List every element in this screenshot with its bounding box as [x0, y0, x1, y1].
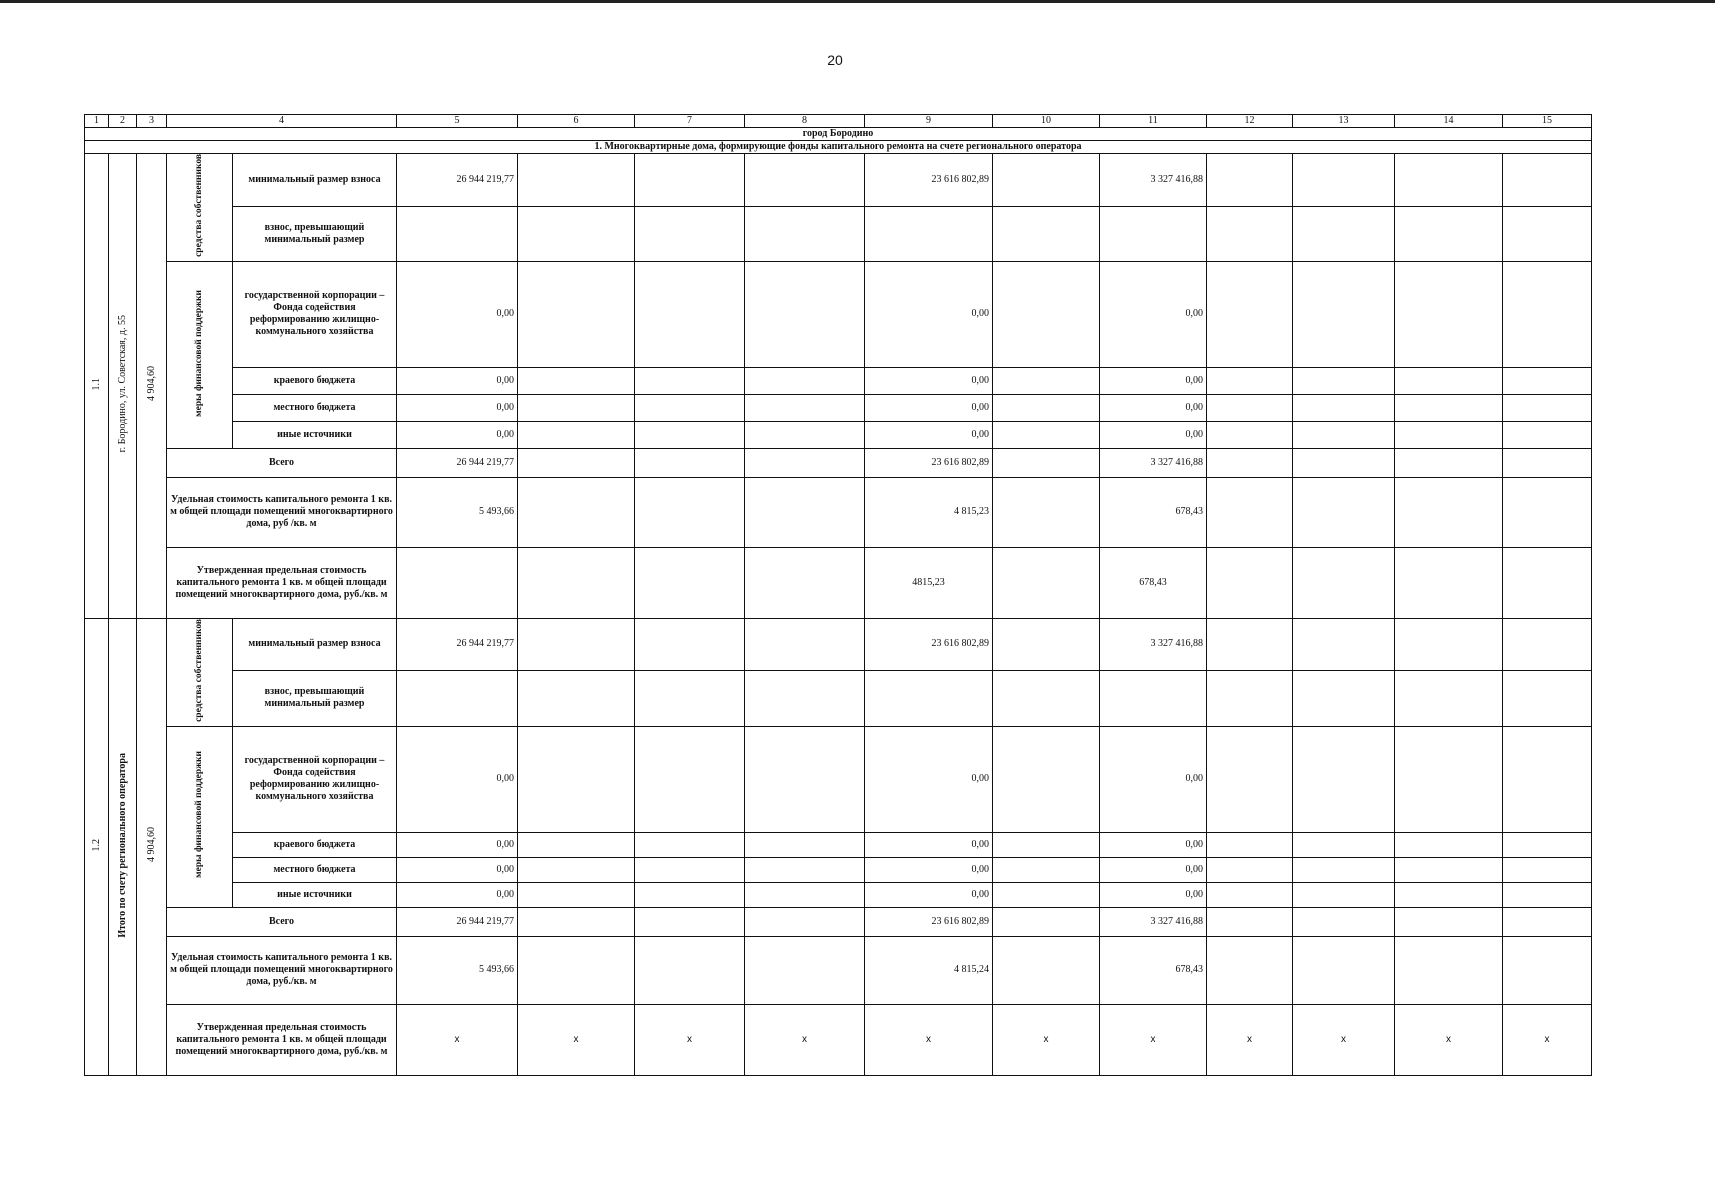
cell-value: 0,00	[1100, 832, 1207, 857]
col-header-10: 10	[993, 115, 1100, 128]
cell-value: 0,00	[397, 832, 518, 857]
cell-value: 0,00	[865, 421, 993, 448]
row-label: иные источники	[233, 421, 397, 448]
x-mark: x	[1395, 1004, 1503, 1075]
row-label-total: Всего	[167, 448, 397, 477]
group-support-label: меры финансовой поддержки	[167, 726, 233, 907]
row-label: местного бюджета	[233, 394, 397, 421]
cell-value: 0,00	[397, 421, 518, 448]
cell-value: 26 944 219,77	[397, 448, 518, 477]
row-label-limit-cost: Утвержденная предельная стоимость капитального ремонта 1 кв. м общей площади помещений многоквартирного дома, руб./кв. м	[167, 547, 397, 618]
cell-value: 23 616 802,89	[865, 907, 993, 936]
table-row	[85, 670, 1592, 726]
cell-value: 4 815,23	[865, 477, 993, 547]
table-row	[85, 857, 1592, 882]
cell-value: 0,00	[865, 367, 993, 394]
row-label-unit-cost: Удельная стоимость капитального ремонта 1 кв. м общей площади помещений многоквартирного дома, руб./кв. м	[167, 936, 397, 1004]
cell-value: 0,00	[1100, 367, 1207, 394]
cell-value: 26 944 219,77	[397, 618, 518, 670]
table-row	[85, 547, 1592, 618]
table-row	[85, 832, 1592, 857]
cell-value: 0,00	[1100, 421, 1207, 448]
section-title: 1. Многоквартирные дома, формирующие фонды капитального ремонта на счете регионального оператора	[85, 141, 1592, 154]
cell-value: 0,00	[865, 261, 993, 367]
group-support-label: меры финансовой поддержки	[167, 261, 233, 448]
table-row	[85, 936, 1592, 1004]
table-row	[85, 882, 1592, 907]
row-label: взнос, превышающий минимальный размер	[233, 206, 397, 261]
cell-value: 4 815,24	[865, 936, 993, 1004]
cell-value: 0,00	[397, 394, 518, 421]
page-number: 20	[827, 52, 843, 68]
col-header-15: 15	[1503, 115, 1592, 128]
area-cell: 4 904,60	[137, 618, 167, 1075]
col-header-7: 7	[635, 115, 745, 128]
row-label: местного бюджета	[233, 857, 397, 882]
table-row	[85, 477, 1592, 547]
x-mark: x	[1100, 1004, 1207, 1075]
table-row	[85, 448, 1592, 477]
row-label: краевого бюджета	[233, 832, 397, 857]
cell-value: 0,00	[397, 857, 518, 882]
cell-value: 3 327 416,88	[1100, 618, 1207, 670]
cell-value: 678,43	[1100, 547, 1207, 618]
cell-value: 0,00	[865, 726, 993, 832]
page-top-border	[0, 0, 1715, 3]
row-label-total: Всего	[167, 907, 397, 936]
cell-value: 23 616 802,89	[865, 618, 993, 670]
table-row	[85, 154, 1592, 207]
cell-value: 0,00	[397, 882, 518, 907]
group-owners-label: средства собственников	[167, 154, 233, 262]
cell-value: 0,00	[865, 394, 993, 421]
cell-value: 0,00	[1100, 726, 1207, 832]
table-row	[85, 394, 1592, 421]
row-label: минимальный размер взноса	[233, 154, 397, 207]
row-label-limit-cost: Утвержденная предельная стоимость капитального ремонта 1 кв. м общей площади помещений многоквартирного дома, руб./кв. м	[167, 1004, 397, 1075]
cell-value: 678,43	[1100, 477, 1207, 547]
table-row	[85, 1004, 1592, 1075]
col-header-9: 9	[865, 115, 993, 128]
x-mark: x	[1503, 1004, 1592, 1075]
table-row	[85, 726, 1592, 832]
row-label: минимальный размер взноса	[233, 618, 397, 670]
cell-value: 5 493,66	[397, 477, 518, 547]
table-row	[85, 421, 1592, 448]
cell-value: 0,00	[1100, 857, 1207, 882]
col-header-13: 13	[1293, 115, 1395, 128]
row-label: иные источники	[233, 882, 397, 907]
row-label: краевого бюджета	[233, 367, 397, 394]
x-mark: x	[635, 1004, 745, 1075]
cell-value: 678,43	[1100, 936, 1207, 1004]
x-mark: x	[397, 1004, 518, 1075]
cell-value: 0,00	[1100, 261, 1207, 367]
cell-value: 0,00	[1100, 882, 1207, 907]
cell-value: 0,00	[397, 726, 518, 832]
row-number: 1.1	[85, 154, 109, 619]
table-row	[85, 261, 1592, 367]
x-mark: x	[745, 1004, 865, 1075]
col-header-5: 5	[397, 115, 518, 128]
col-header-8: 8	[745, 115, 865, 128]
area-cell: 4 904,60	[137, 154, 167, 619]
cell-value: 0,00	[397, 261, 518, 367]
address-cell: Итого по счету регионального оператора	[109, 618, 137, 1075]
table-row	[85, 367, 1592, 394]
cell-value: 5 493,66	[397, 936, 518, 1004]
col-header-3: 3	[137, 115, 167, 128]
city-row	[85, 128, 1592, 141]
cell-value: 3 327 416,88	[1100, 448, 1207, 477]
x-mark: x	[1207, 1004, 1293, 1075]
table-row	[85, 206, 1592, 261]
col-header-11: 11	[1100, 115, 1207, 128]
x-mark: x	[518, 1004, 635, 1075]
col-header-6: 6	[518, 115, 635, 128]
group-owners-label: средства собственников	[167, 618, 233, 726]
cell-value: 0,00	[397, 367, 518, 394]
row-label: государственной корпорации – Фонда содействия реформированию жилищно-коммунального хозяйства	[233, 726, 397, 832]
row-label: взнос, превышающий минимальный размер	[233, 670, 397, 726]
x-mark: x	[865, 1004, 993, 1075]
cell-value: 26 944 219,77	[397, 907, 518, 936]
table-row	[85, 618, 1592, 670]
cell-value: 0,00	[865, 882, 993, 907]
col-header-14: 14	[1395, 115, 1503, 128]
cell-value: 3 327 416,88	[1100, 154, 1207, 207]
row-number: 1.2	[85, 618, 109, 1075]
col-header-4: 4	[167, 115, 397, 128]
cell-value: 0,00	[865, 857, 993, 882]
capital-repair-table	[84, 114, 1592, 1076]
x-mark: x	[1293, 1004, 1395, 1075]
col-header-2: 2	[109, 115, 137, 128]
cell-value: 0,00	[1100, 394, 1207, 421]
cell-value: 26 944 219,77	[397, 154, 518, 207]
table-row	[85, 907, 1592, 936]
col-header-1: 1	[85, 115, 109, 128]
cell-value: 3 327 416,88	[1100, 907, 1207, 936]
col-header-12: 12	[1207, 115, 1293, 128]
row-label-unit-cost: Удельная стоимость капитального ремонта 1 кв. м общей площади помещений многоквартирного дома, руб /кв. м	[167, 477, 397, 547]
cell-value: 0,00	[865, 832, 993, 857]
column-number-row	[85, 115, 1592, 128]
row-label: государственной корпорации – Фонда содействия реформированию жилищно-коммунального хозяйства	[233, 261, 397, 367]
cell-value: 4815,23	[865, 547, 993, 618]
address-cell: г. Бородино, ул. Советская, д. 55	[109, 154, 137, 619]
cell-value: 23 616 802,89	[865, 448, 993, 477]
cell-value: 23 616 802,89	[865, 154, 993, 207]
city-title: город Бородино	[85, 128, 1592, 141]
section-row	[85, 141, 1592, 154]
x-mark: x	[993, 1004, 1100, 1075]
